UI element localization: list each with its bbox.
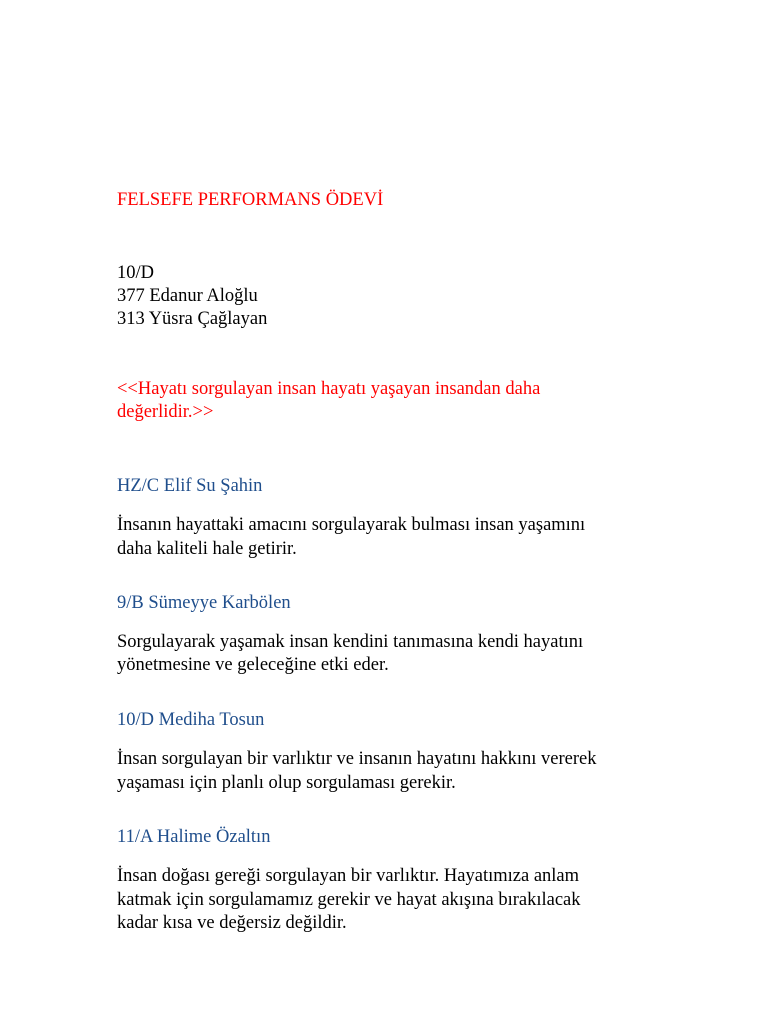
document-title: FELSEFE PERFORMANS ÖDEVİ bbox=[117, 190, 384, 210]
entry-3-line-2: yaşaması için planlı olup sorgulaması gerekir. bbox=[117, 773, 456, 793]
quote-line-2: değerlidir.>> bbox=[117, 402, 214, 422]
entry-heading-2: 9/B Sümeyye Karbölen bbox=[117, 593, 291, 613]
quote-line-1: <<Hayatı sorgulayan insan hayatı yaşayan insandan daha bbox=[117, 379, 541, 399]
entry-heading-1: HZ/C Elif Su Şahin bbox=[117, 476, 263, 496]
entry-heading-4: 11/A Halime Özaltın bbox=[117, 827, 271, 847]
entry-4-line-1: İnsan doğası gereği sorgulayan bir varlıktır. Hayatımıza anlam bbox=[117, 866, 580, 886]
entry-2-line-2: yönetmesine ve geleceğine etki eder. bbox=[117, 655, 389, 675]
entry-2-line-1: Sorgulayarak yaşamak insan kendini tanımasına kendi hayatını bbox=[117, 632, 584, 652]
entry-heading-3: 10/D Mediha Tosun bbox=[117, 710, 265, 730]
entry-1-line-2: daha kaliteli hale getirir. bbox=[117, 539, 297, 559]
entry-4-line-2: katmak için sorgulamamız gerekir ve hayat akışına bırakılacak bbox=[117, 890, 581, 910]
student-2: 313 Yüsra Çağlayan bbox=[117, 309, 268, 329]
student-1: 377 Edanur Aloğlu bbox=[117, 286, 258, 306]
entry-3-line-1: İnsan sorgulayan bir varlıktır ve insanın hayatını hakkını vererek bbox=[117, 749, 597, 769]
entry-4-line-3: kadar kısa ve değersiz değildir. bbox=[117, 913, 347, 933]
entry-1-line-1: İnsanın hayattaki amacını sorgulayarak bulması insan yaşamını bbox=[117, 515, 586, 535]
class-label: 10/D bbox=[117, 263, 154, 283]
